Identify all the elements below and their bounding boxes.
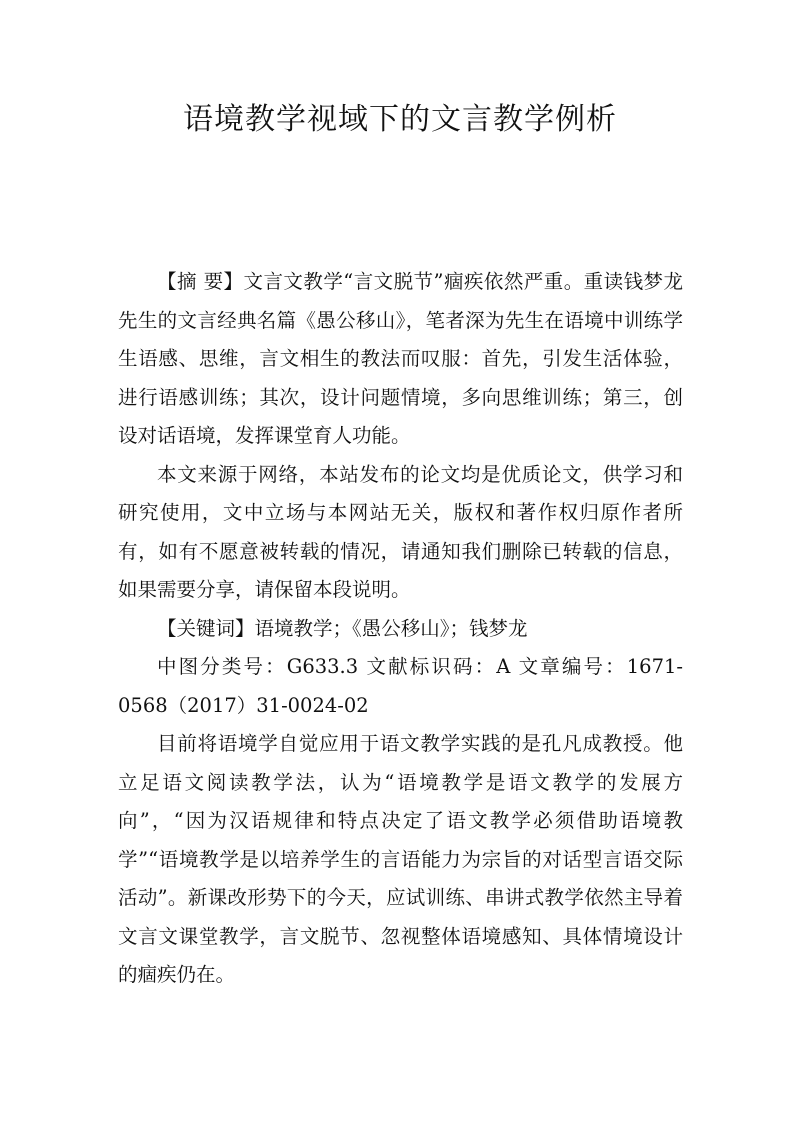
source-notice-paragraph: 本文来源于网络，本站发布的论文均是优质论文，供学习和研究使用，文中立场与本网站无关，版权和著作权归原作者所有，如有不愿意被转载的情况，请通知我们删除已转载的信息，如果需要分享，请保留本段说明。 (118, 462, 683, 601)
keywords-paragraph: 【关键词】语境教学；《愚公移山》；钱梦龙 (157, 616, 528, 640)
document-body (118, 263, 683, 995)
classification-paragraph: 中图分类号：G633.3 文献标识码：A 文章编号：1671-0568（2017）31-0024-02 (118, 655, 683, 717)
document-title: 语境教学视域下的文言教学例析 (183, 102, 617, 137)
intro-paragraph: 目前将语境学自觉应用于语文教学实践的是孔凡成教授。他立足语文阅读教学法，认为“语境教学是语文教学的发展方向”，“因为汉语规律和特点决定了语文教学必须借助语境教学”“语境教学是以培养学生的言语能力为宗旨的对话型言语交际活动”。新课改形势下的今天，应试训练、串讲式教学依然主导着文言文课堂教学，言文脱节、忽视整体语境感知、具体情境设计的痼疾仍在。 (118, 732, 683, 986)
abstract-paragraph: 【摘 要】文言文教学“言文脱节”痼疾依然严重。重读钱梦龙先生的文言经典名篇《愚公移山》，笔者深为先生在语境中训练学生语感、思维，言文相生的教法而叹服：首先，引发生活体验，进行语感训练；其次，设计问题情境，多向思维训练；第三，创设对话语境，发挥课堂育人功能。 (118, 270, 683, 447)
